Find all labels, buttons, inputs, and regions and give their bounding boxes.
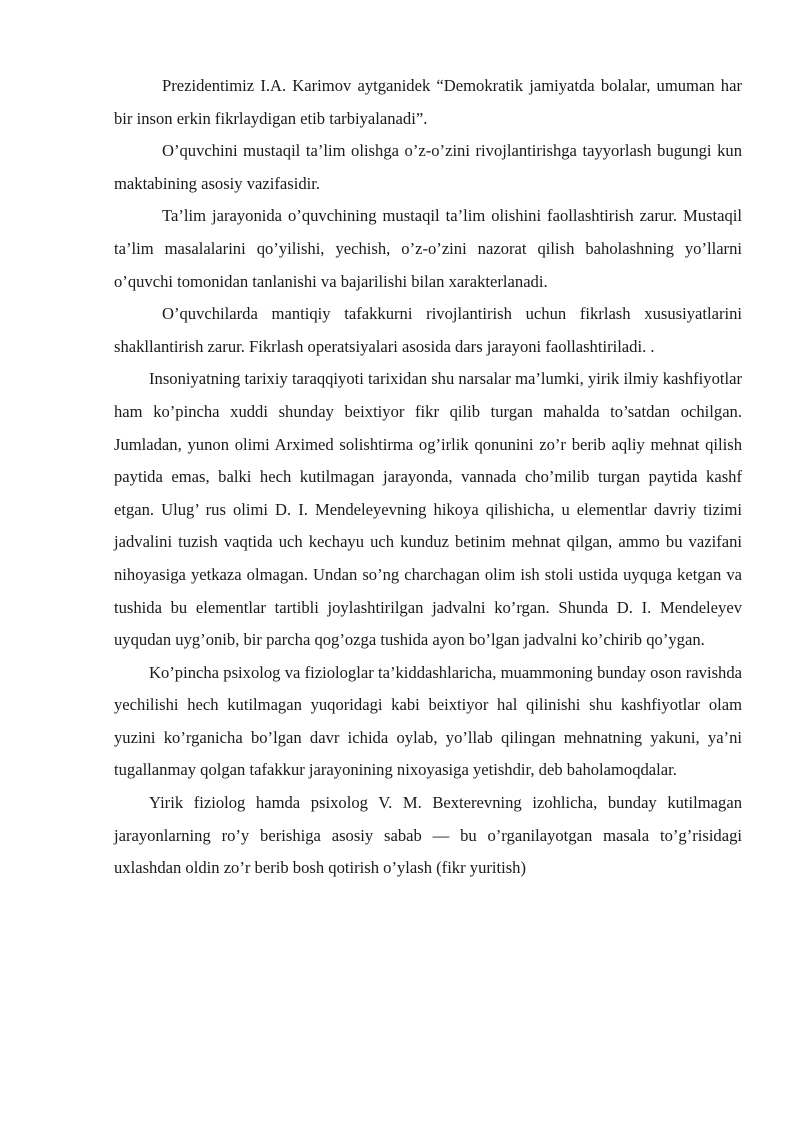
paragraph-independent-learning: O’quvchini mustaqil ta’lim olishga o’z-o’zini rivojlantirishga tayyorlash bugungi kun maktabining asosiy vazifasidir. (114, 141, 742, 193)
paragraph-president-quote: Prezidentimiz I.A. Karimov aytganidek “Demokratik jamiyatda bolalar, umuman har bir inson erkin fikrlaydigan etib tarbiyalanadi”. (114, 76, 742, 128)
paragraph-logical-thinking: O’quvchilarda mantiqiy tafakkurni rivojlantirish uchun fikrlash xususiyatlarini shakllantirish zarur. Fikrlash operatsiyalari asosida dars jarayoni faollashtiriladi. . (114, 304, 742, 356)
document-body (114, 70, 742, 885)
paragraph-bexterev-explanation: Yirik fiziolog hamda psixolog V. M. Bexterevning izohlicha, bunday kutilmagan jarayonlarning ro’y berishiga asosiy sabab — bu o’rganilayotgan masala to’g’risidagi uxlashdan oldin zo’r berib bosh qotirish o’ylash (fikr yuritish) (114, 793, 742, 878)
paragraph-scientific-discoveries: Insoniyatning tarixiy taraqqiyoti tarixidan shu narsalar ma’lumki, yirik ilmiy kashfiyotlar ham ko’pincha xuddi shunday beixtiyor fikr qilib turgan mahalda to’satdan ochilgan. Jumladan, yunon olimi Arximed solishtirma og’irlik qonunini zo’r berib aqliy mehnat qilish paytida emas, balki hech kutilmagan jarayonda, vannada cho’milib turgan paytida kashf etgan. Ulug’ rus olimi D. I. Mendeleyevning hikoya qilishicha, u elementlar davriy tizimi jadvalini tuzish vaqtida uch kechayu uch kunduz betinim mehnat qilgan, ammo bu vazifani nihoyasiga yetkaza olmagan. Undan so’ng charchagan olim ish stoli ustida uyquga ketgan va tushida bu elementlar tartibli joylashtirilgan jadvalni ko’rgan. Shunda D. I. Mendeleyev uyqudan uyg’onib, bir parcha qog’ozga tushida ayon bo’lgan jadvalni ko’chirib qo’ygan. (114, 369, 742, 650)
paragraph-learning-activation: Ta’lim jarayonida o’quvchining mustaqil ta’lim olishini faollashtirish zarur. Mustaqil ta’lim masalalarini qo’yilishi, yechish, o’z-o’zini nazorat qilish baholashning yo’llarni o’quvchi tomonidan tanlanishi va bajarilishi bilan xarakterlanadi. (114, 206, 742, 291)
paragraph-psychologists-view: Ko’pincha psixolog va fiziologlar ta’kiddashlaricha, muammoning bunday oson ravishda yechilishi hech kutilmagan yuqoridagi kabi beixtiyor hal qilinishi shu kashfiyotlar olam yuzini ko’rganicha bo’lgan davr ichida oylab, yo’llab qilingan mehnatning yakuni, ya’ni tugallanmay qolgan tafakkur jarayonining nixoyasiga yetishdir, deb baholamoqdalar. (114, 662, 742, 780)
